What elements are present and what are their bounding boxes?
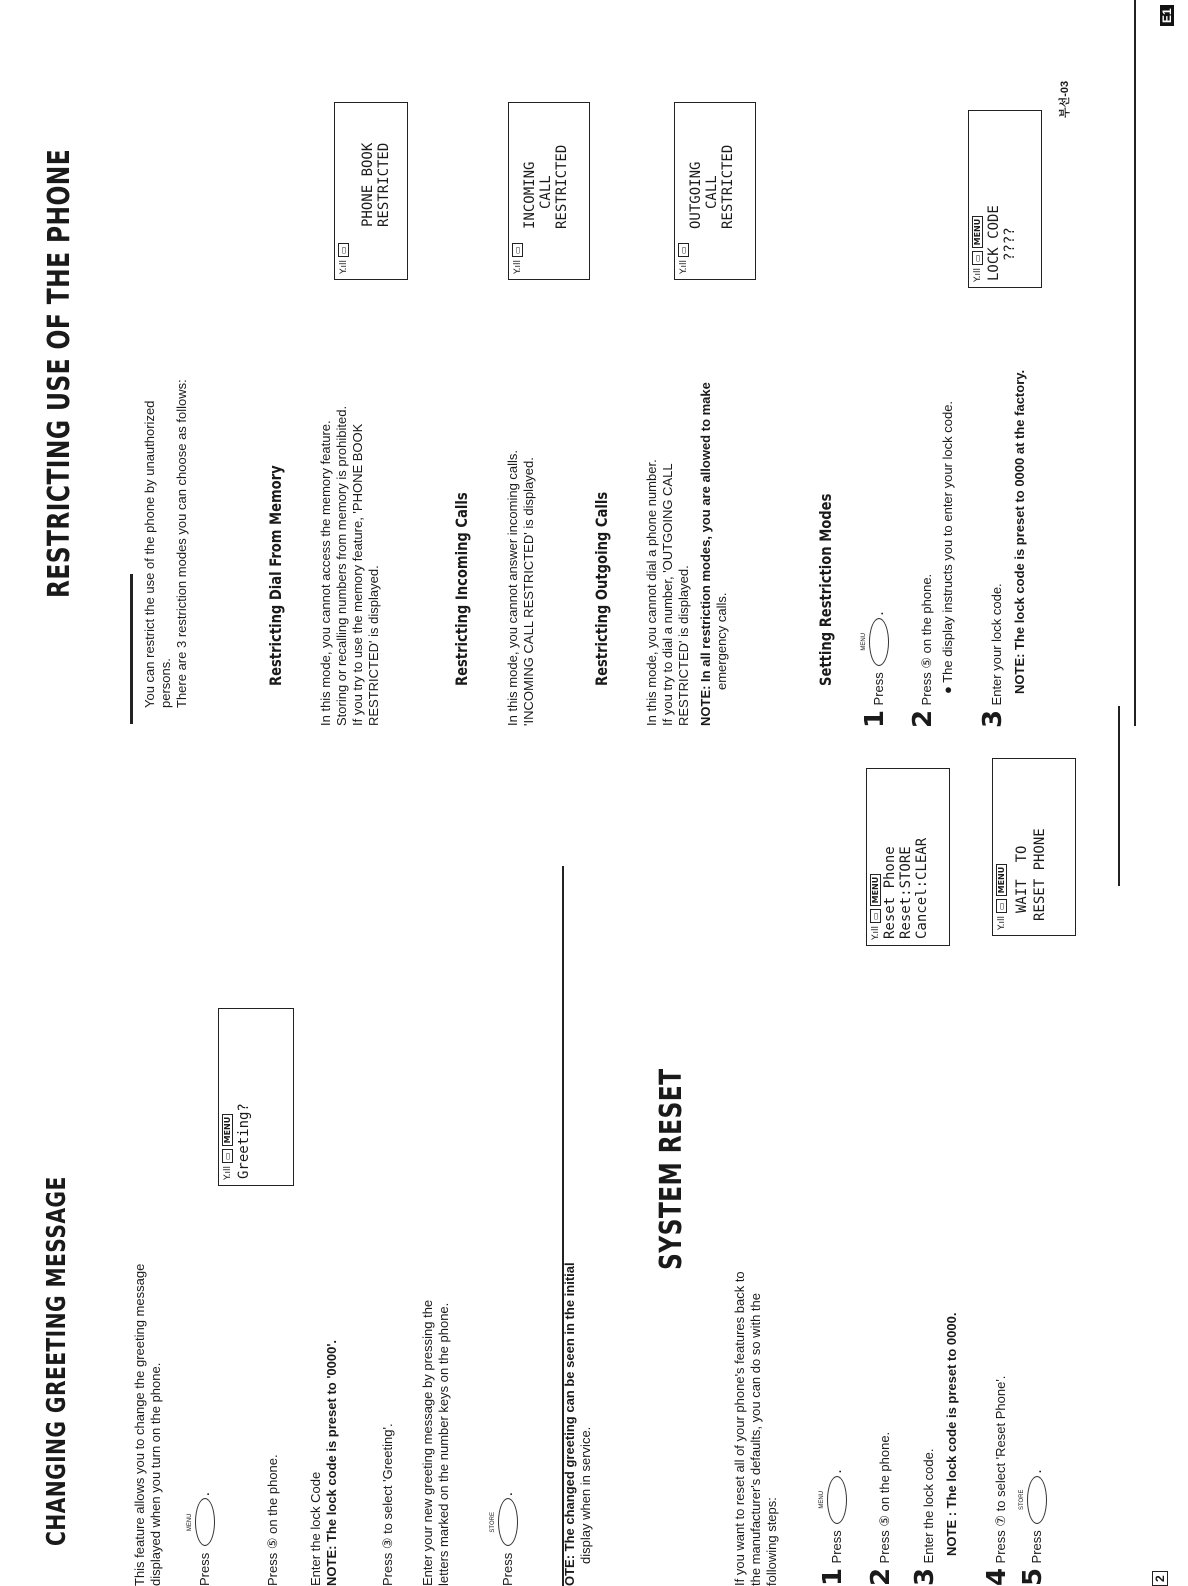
greeting-step-3: Enter the lock Code [308,1471,323,1586]
reset-lcd-2 [992,758,1076,936]
lcd-line: PHONE BOOK [360,142,376,227]
menu-key-icon: MENU [869,618,889,666]
memory-line-2: Storing or recalling numbers from memory is prohibited. [334,405,349,726]
setting-step-2-bullet: ● The display instructs you to enter your lock code. [940,400,955,694]
greeting-intro-2: displayed when you turn on the phone. [148,1362,163,1586]
outgoing-note-2: emergency calls. [714,592,729,690]
print-code: 부선-03 [1059,80,1071,118]
lcd-line: RESTRICTED [720,144,736,229]
setting-step-3 [980,583,1006,728]
memory-line-1: In this mode, you cannot access the memory feature. [318,420,333,726]
step-text: Press [197,1552,213,1586]
step-text: Press [829,1530,844,1564]
outgoing-heading: Restricting Outgoing Calls [592,491,611,686]
greeting-intro-1: This feature allows you to change the greeting message [132,1263,147,1586]
lcd-status-icons: Y.ıll▭MENU [222,1114,233,1180]
store-key-icon: STORE [1027,1476,1047,1524]
reset-title: SYSTEM RESET [654,1068,689,1270]
greeting-step-1: Press MENU . [187,1491,214,1586]
page-number-left: 2 [1152,1571,1168,1586]
step-number: 1 [860,709,890,728]
lcd-line: OUTGOING [688,161,704,229]
step-text: Enter your lock code. [989,583,1004,706]
incoming-heading: Restricting Incoming Calls [452,492,471,686]
outgoing-line-1: In this mode, you cannot dial a phone number. [644,459,659,726]
lcd-status-icons: Y.ıll▭ [338,243,349,274]
reset-lcd-1 [866,768,950,946]
memory-heading: Restricting Dial From Memory [266,465,285,686]
step-number: 3 [978,709,1008,728]
lcd-line: RESET PHONE [1032,828,1048,921]
reset-intro-1: If you want to reset all of your phone's features back to [732,1271,747,1586]
menu-key-icon: MENU [195,1498,215,1546]
reset-intro-2: the manufacturer's defaults, you can do so with the [748,1293,763,1586]
lcd-line: INCOMING [522,161,538,229]
step-text: Press [1029,1530,1044,1564]
lcd-line: RESTRICTED [554,144,570,229]
greeting-note-1: OTE: The changed greeting can be seen in the initial [562,1262,577,1586]
bottom-rule [1134,0,1136,726]
setting-step-1: 1 Press MENU . [860,611,890,728]
lcd-line: LOCK CODE [986,205,1002,281]
reset-intro-3: following steps: [764,1497,779,1586]
outgoing-note-1: NOTE: In all restriction modes, you are allowed to make [698,382,713,726]
outgoing-line-3: RESTRICTED' is displayed. [676,565,691,726]
restrict-intro-2: persons. [158,658,173,708]
restrict-intro-3: There are 3 restriction modes you can choose as follows: [174,379,189,708]
memory-lcd [334,102,408,280]
memory-line-4: RESTRICTED' is displayed. [366,565,381,726]
lcd-line: Cancel:CLEAR [914,837,930,939]
incoming-line-1: In this mode, you cannot answer incoming calls. [505,449,520,726]
restrict-intro-1: You can restrict the use of the phone by unauthorized [142,400,157,708]
lcd-line: Greeting? [236,1103,252,1179]
reset-step-3 [912,1449,938,1586]
lcd-line: CALL [704,175,720,209]
page-number-right: E1 [1160,5,1174,26]
setting-heading: Setting Restriction Modes [816,493,835,686]
lcd-status-icons: Y.ıll▭ [678,243,689,274]
reset-step-2 [868,1432,894,1586]
lcd-status-icons: Y.ıll▭MENU [972,216,983,282]
lcd-line: CALL [538,175,554,209]
step-text: Press [500,1552,516,1586]
step-text: Press ⑦ to select 'Reset Phone'. [993,1375,1008,1564]
step-number: 1 [818,1567,848,1586]
lcd-line: ???? [1002,227,1018,261]
reset-step-3-note: NOTE : The lock code is preset to 0000. [944,1312,959,1556]
lcd-status-icons: Y.ıll▭MENU [870,874,881,940]
lcd-line: Reset:STORE [898,846,914,939]
step-number: 2 [908,709,938,728]
greeting-note-2: display when in service. [578,1426,593,1564]
greeting-step-3-note: NOTE: The lock code is preset to '0000'. [324,1339,339,1586]
lockcode-lcd [968,110,1042,288]
step-number: 3 [910,1567,940,1586]
setting-step-3-note: NOTE: The lock code is preset to 0000 at the factory. [1012,369,1027,694]
greeting-title: CHANGING GREETING MESSAGE [42,1176,72,1546]
intro-bar [130,574,133,724]
reset-step-4 [984,1376,1010,1586]
memory-line-3: If you try to use the memory feature, 'PHONE BOOK [350,423,365,726]
step-number: 5 [1018,1567,1048,1586]
step-text: Press ⑤ on the phone. [919,573,934,706]
lcd-status-icons: Y.ıll▭ [512,243,523,274]
incoming-lcd [508,102,590,280]
step-text: Press [871,672,886,706]
outgoing-lcd [674,102,756,280]
outgoing-line-2: If you try to dial a number, 'OUTGOING CALL [660,463,675,726]
step-number: 4 [982,1567,1012,1586]
restrict-title: RESTRICTING USE OF THE PHONE [42,148,77,598]
step-number: 2 [866,1567,896,1586]
lcd-line: WAIT TO [1014,845,1030,913]
lcd-status-icons: Y.ıll▭MENU [996,864,1007,930]
store-key-icon: STORE [498,1498,518,1546]
reset-step-5: 5 Press STORE . [1018,1469,1048,1586]
greeting-lcd [218,1008,294,1186]
step-text: Enter the lock code. [921,1448,936,1564]
greeting-step-5b: letters marked on the number keys on the phone. [436,1302,451,1586]
greeting-step-2: Press ⑤ on the phone. [265,1454,280,1586]
menu-key-icon: MENU [827,1476,847,1524]
lcd-line: RESTRICTED [376,142,392,227]
step-text: Press ⑤ on the phone. [877,1431,892,1564]
greeting-step-5a: Enter your new greeting message by pressing the [420,1299,435,1586]
greeting-step-4: Press ③ to select 'Greeting'. [380,1423,395,1586]
greeting-step-6: Press STORE . [490,1491,517,1586]
incoming-line-2: 'INCOMING CALL RESTRICTED' is displayed. [521,457,536,726]
setting-step-2 [910,574,936,728]
lcd-line: Reset Phone [882,846,898,939]
divider [1118,706,1120,886]
reset-step-1: 1 Press MENU . [818,1469,848,1586]
